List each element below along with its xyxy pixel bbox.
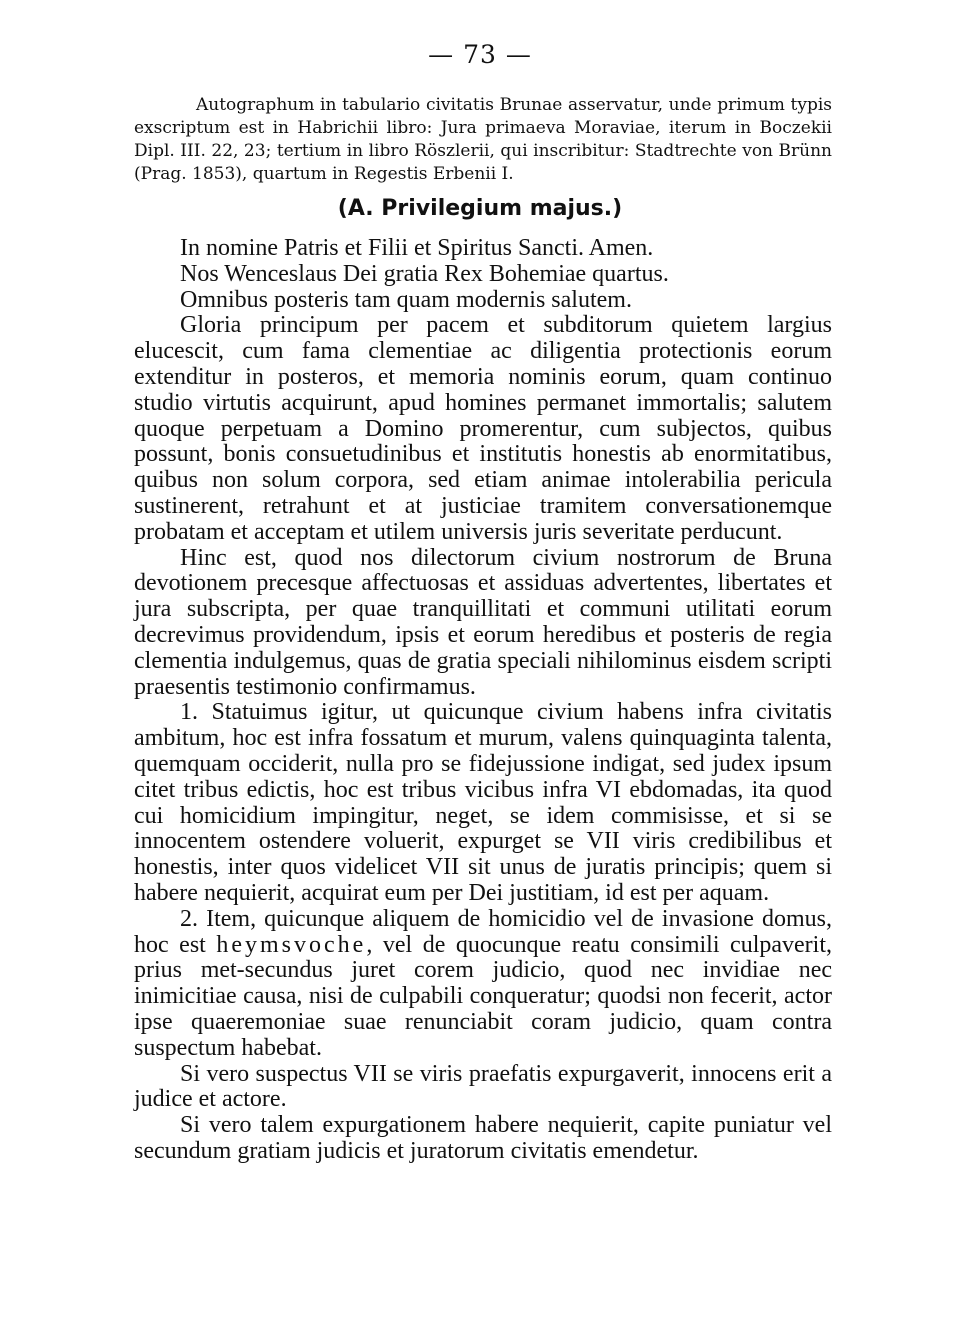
page-number: — 73 — <box>428 40 532 69</box>
source-note-text: Autographum in tabulario civitatis Brunae asservatur, unde primum typis exscriptum est in Habrichii libro: Jura primaeva Moraviae, iterum in Boczekii Dipl. III. 22, 23; tertium in libro Röszlerii, qui inscribitur: Stadtrechte von Brünn (Prag. 1853), quartum in Regestis Erbenii I. <box>134 95 832 184</box>
article-2-continuation-1: Si vero suspectus VII se viris praefatis expurgaverit, innocens erit a judice et actore. <box>134 1060 832 1113</box>
invocation: In nomine Patris et Filii et Spiritus Sancti. Amen. <box>180 235 654 261</box>
intitulatio: Nos Wenceslaus Dei gratia Rex Bohemiae quartus. <box>180 260 669 287</box>
section-heading: (A. Privilegium majus.) <box>337 196 623 221</box>
article-1-paragraph: 1. Statuimus igitur, ut quicunque civium habens infra civitatis ambitum, hoc est infra fossatum et murum, valens quinquaginta talenta, quemquam occiderit, nulla pro se fidejussione indigat, sed judex ipsum citet tribus edictis, hoc est tribus vicibus infra VI ebdomadas, ita quod cui homicidium impingitur, neget, se idem commisisse, et si se innocentem ostendere voluerit, expurget se VII viris credibilibus et honestis, inter quos videlicet VII sit unus de juratis principis; quem si habere nequierit, acquirat eum per Dei justitiam, id est per aquam. <box>134 699 832 906</box>
charter-text <box>134 236 832 1165</box>
article-2-text-start: 2. Item, quicunque aliquem de homicidio vel de invasione domus, hoc est <box>134 905 832 958</box>
article-2-paragraph <box>134 907 832 1062</box>
narratio-paragraph: Hinc est, quod nos dilectorum civium nostrorum de Bruna devotionem precesque affectuosas et assiduas advertentes, libertates et jura subscripta, per quae tranquillitati et communi utilitati eorum decrevimus providendum, ipsis et eorum heredibus et posteris de regia clementia indulgemus, quas de gratia speciali nihilominus eisdem scripti praesentis testimonio confirmamus. <box>134 544 832 700</box>
arenga-paragraph: Gloria principum per pacem et subditorum quietem largius elucescit, cum fama clementiae ac diligentia protectionis eorum extenditur in posteros, et memoria nominis eorum, quam continuo studio virtutis acquirunt, apud homines permanet immortalis; salutem quoque perpetuam a Domino promerentur, cum subjectos, quibus possunt, bonis consuetudinibus et institutis honestis ab enormitatibus, quibus non solum corpora, sed etiam animae intolerabilia pericula sustinerent, retrahunt et at justiciae tramitem conversationemque probatam et acceptam et utilem universis juris severitate perducunt. <box>134 312 832 545</box>
spaced-term: heymsvoche <box>216 931 367 958</box>
source-note <box>134 94 832 186</box>
article-2-text-end: , vel de quocunque reatu consimili culpaverit, prius met-secundus juret corem judicio, quod nec invidiae nec inimicitiae causa, nisi de culpabili conqueratur; quodsi non fecerit, actor ipse quaeremoniae suae renunciabit coram judicio, quam contra suspectum habebat. <box>134 931 832 1061</box>
article-2-continuation-2: Si vero talem expurgationem habere nequierit, capite puniatur vel secundum gratiam judicis et juratorum civitatis emendetur. <box>134 1112 832 1164</box>
salutatio: Omnibus posteris tam quam modernis salutem. <box>180 286 632 313</box>
